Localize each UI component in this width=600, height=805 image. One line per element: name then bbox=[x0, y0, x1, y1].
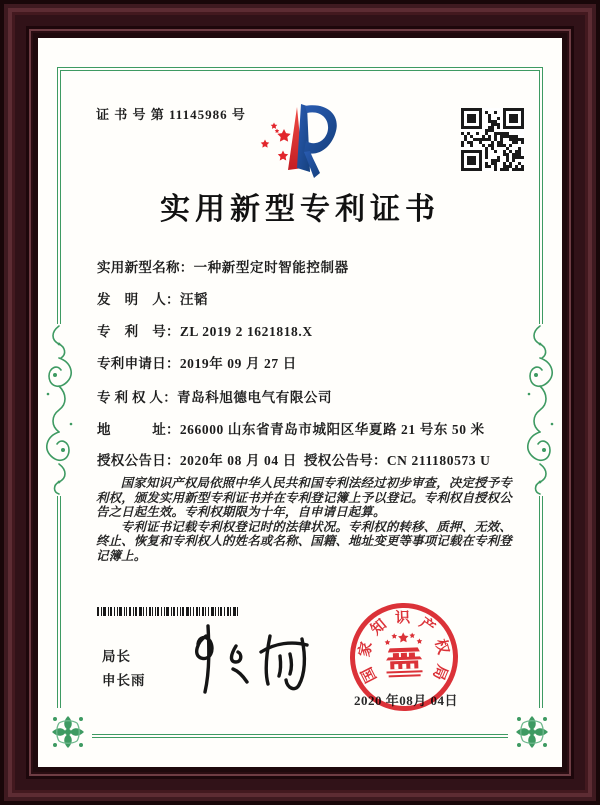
qr-code-icon bbox=[461, 108, 524, 171]
field-row-patentee bbox=[97, 386, 527, 406]
legal-paragraph-2: 专利证书记载专利权登记时的法律状况。专利权的转移、质押、无效、终止、恢复和专利权人的姓名或名称、国籍、地址变更等事项记载在专利登记簿上。 bbox=[96, 519, 512, 563]
field-value: 2019年 09 月 27 日 bbox=[179, 356, 297, 371]
field-row-inventor bbox=[97, 288, 527, 308]
field-value: 汪韬 bbox=[179, 292, 209, 307]
certificate-title: 实用新型专利证书 bbox=[160, 193, 440, 226]
seal-char: 国 bbox=[359, 664, 381, 685]
bottom-right-floral-corner-icon bbox=[508, 708, 556, 756]
field-label: 实用新型名称： bbox=[97, 260, 194, 275]
field-row-patent-no bbox=[97, 320, 527, 340]
officer-name: 申长雨 bbox=[102, 673, 146, 688]
field-row-address bbox=[97, 418, 527, 438]
field-label: 专 利 号： bbox=[97, 324, 180, 339]
left-scroll-ornament-icon bbox=[41, 324, 78, 496]
officer-block bbox=[102, 645, 146, 693]
bottom-left-floral-corner-icon bbox=[44, 708, 92, 756]
seal-date: 2020 年08月 04日 bbox=[353, 693, 458, 708]
grant-no-value: CN 211180573 U bbox=[386, 453, 491, 468]
seal-char: 产 bbox=[416, 615, 438, 637]
officer-title: 局长 bbox=[102, 649, 131, 664]
grant-no-label: 授权公告号： bbox=[304, 453, 387, 468]
field-label: 专利申请日： bbox=[97, 356, 180, 371]
field-row-name bbox=[97, 256, 527, 276]
field-row-filing-date bbox=[97, 352, 527, 372]
grant-date-label: 授权公告日： bbox=[97, 453, 180, 468]
legal-text bbox=[96, 476, 512, 564]
field-value: 一种新型定时智能控制器 bbox=[193, 260, 349, 275]
handwritten-signature-icon bbox=[176, 622, 326, 697]
red-official-seal-icon bbox=[348, 601, 460, 713]
field-value: 266000 山东省青岛市城阳区华夏路 21 号东 50 米 bbox=[179, 422, 485, 437]
seal-char: 权 bbox=[431, 637, 451, 657]
field-value: 青岛科旭德电气有限公司 bbox=[177, 390, 333, 405]
grant-date-value: 2020年 08 月 04 日 bbox=[179, 453, 297, 468]
national-emblem-icon bbox=[377, 627, 431, 685]
field-value: ZL 2019 2 1621818.X bbox=[179, 324, 313, 339]
field-row-grant bbox=[97, 449, 527, 469]
certificate-number: 证 书 号 第 11145986 号 bbox=[96, 107, 246, 122]
seal-char: 识 bbox=[394, 610, 411, 627]
legal-paragraph-1: 国家知识产权局依照中华人民共和国专利法经过初步审查，决定授予专利权，颁发实用新型专利证书并在专利登记簿上予以登记。专利权自授权公告之日起生效。专利权期限为十年，自申请日起算。 bbox=[96, 476, 512, 520]
barcode-icon bbox=[97, 607, 240, 616]
cnipa-logo-icon bbox=[240, 94, 360, 179]
field-label: 专 利 权 人： bbox=[97, 390, 178, 405]
seal-char: 知 bbox=[368, 616, 390, 639]
seal-char: 家 bbox=[356, 640, 376, 659]
field-label: 地 址： bbox=[97, 422, 180, 437]
right-scroll-ornament-icon bbox=[522, 324, 559, 496]
seal-char: 局 bbox=[429, 662, 450, 683]
field-label: 发 明 人： bbox=[97, 292, 180, 307]
